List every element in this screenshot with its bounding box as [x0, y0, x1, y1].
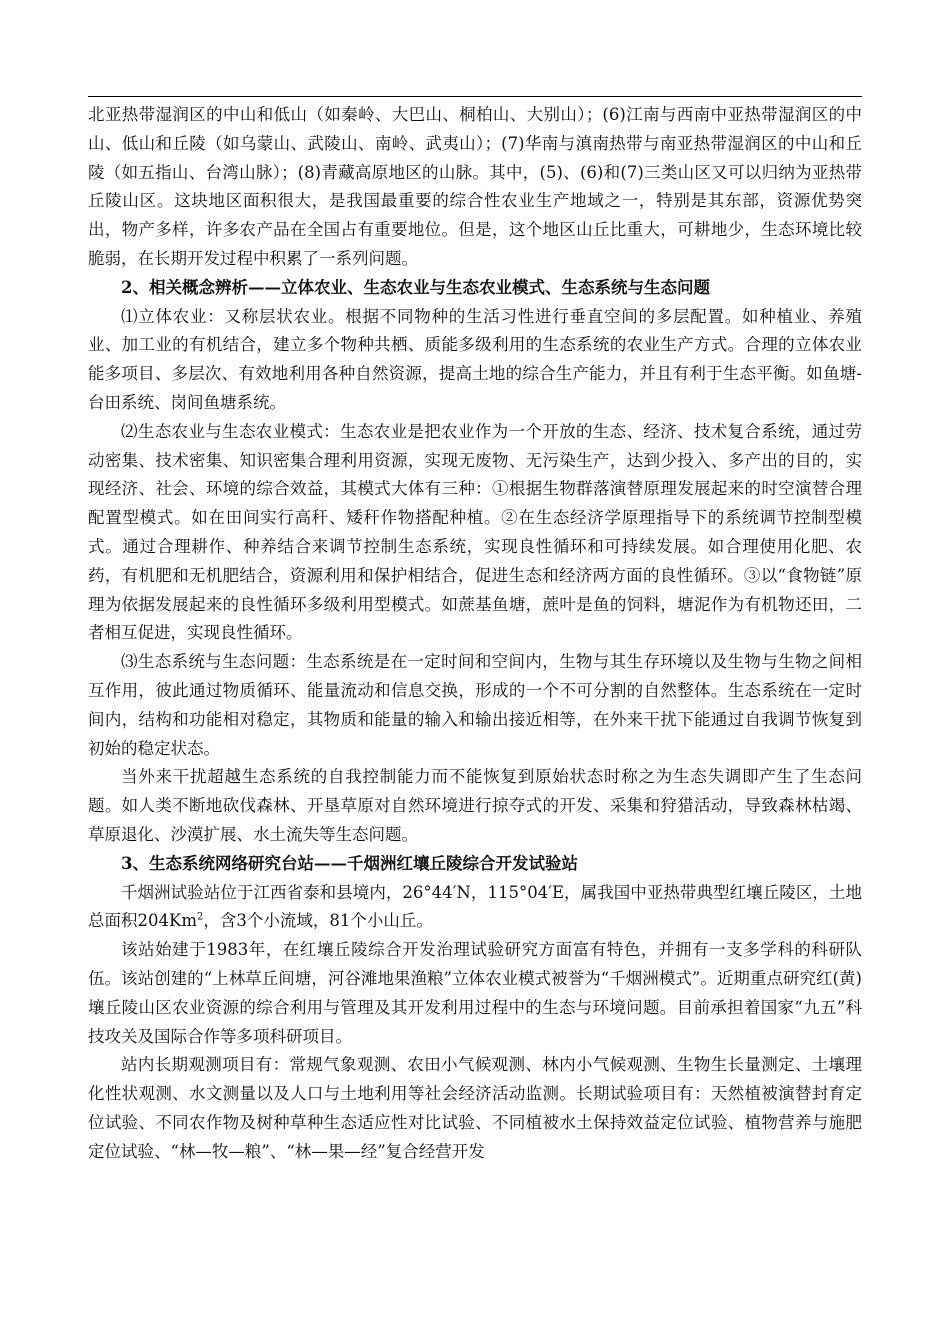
paragraph-mountain-regions: 北亚热带湿润区的中山和低山（如秦岭、大巴山、桐柏山、大别山）；(6)江南与西南中亚热带湿润区的中山、低山和丘陵（如乌蒙山、武陵山、南岭、武夷山）；(7)华南与滇南热带与南亚热带湿润区的中山和丘陵（如五指山、台湾山脉）；(8)青藏高原地区的山脉。其中，(5)、(6)和(7)三类山区又可以归纳为亚热带丘陵山区。这块地区面积很大，是我国最重要的综合性农业生产地域之一，特别是其东部，资源优势突出，物产多样，许多农产品在全国占有重要地位。但是，这个地区山丘比重大，可耕地少，生态环境比较脆弱，在长期开发过程中积累了一系列问题。 [88, 105, 862, 268]
section-heading-station: 3、生态系统网络研究台站——千烟洲红壤丘陵综合开发试验站 [121, 853, 578, 873]
document-body [88, 101, 862, 1166]
paragraph-station-projects: 站内长期观测项目有：常规气象观测、农田小气候观测、林内小气候观测、生物生长量测定、土壤理化性状观测、水文测量以及人口与土地利用等社会经济活动监测。长期试验项目有：天然植被演替封育定位试验、不同农作物及树种草种生态适应性对比试验、不同植被水土保持效益定位试验、植物营养与施肥定位试验、“林—牧—粮”、“林—果—经”复合经营开发 [88, 1055, 862, 1161]
section-heading-concepts: 2、相关概念辨析——立体农业、生态农业与生态农业模式、生态系统与生态问题 [121, 277, 710, 297]
station-location-text: 千烟洲试验站位于江西省泰和县境内，26°44′N，115°04′E，属我国中亚热带典型红壤丘陵区，土地总面积204Km [88, 882, 862, 931]
paragraph-station-history: 该站始建于1983年，在红壤丘陵综合开发治理试验研究方面富有特色，并拥有一支多学科的科研队伍。该站创建的“上林草丘间塘，河谷滩地果渔粮”立体农业模式被誉为“千烟洲模式”。近期重点研究红(黄)壤丘陵山区农业资源的综合利用与管理及其开发利用过程中的生态与环境问题。目前承担着国家“九五”科技攻关及国际合作等多项科研项目。 [88, 940, 862, 1046]
station-location-text-end: ，含3个小流域，81个小山丘。 [203, 911, 433, 931]
area-unit-superscript: 2 [196, 911, 204, 923]
paragraph-stereo-agriculture: ⑴立体农业：又称层状农业。根据不同物种的生活习性进行垂直空间的多层配置。如种植业、养殖业、加工业的有机结合，建立多个物种共栖、质能多级利用的生态系统的农业生产方式。合理的立体农业能多项目、多层次、有效地利用各种自然资源，提高土地的综合生产能力，并且有利于生态平衡。如鱼塘-台田系统、岗间鱼塘系统。 [88, 306, 862, 412]
paragraph-ecological-problems: 当外来干扰超越生态系统的自我控制能力而不能恢复到原始状态时称之为生态失调即产生了生态问题。如人类不断地砍伐森林、开垦草原对自然环境进行掠夺式的开发、采集和狩猎活动，导致森林枯竭、草原退化、沙漠扩展、水土流失等生态问题。 [88, 767, 862, 844]
header-rule [88, 96, 862, 97]
paragraph-ecosystem: ⑶生态系统与生态问题：生态系统是在一定时间和空间内，生物与其生存环境以及生物与生物之间相互作用，彼此通过物质循环、能量流动和信息交换，形成的一个不可分割的自然整体。生态系统在一定时间内，结构和功能相对稳定，其物质和能量的输入和输出接近相等，在外来干扰下能通过自我调节恢复到初始的稳定状态。 [88, 652, 862, 758]
document-page [88, 0, 862, 1342]
paragraph-eco-agriculture: ⑵生态农业与生态农业模式：生态农业是把农业作为一个开放的生态、经济、技术复合系统，通过劳动密集、技术密集、知识密集合理利用资源，实现无废物、无污染生产，达到少投入、多产出的目的，实现经济、社会、环境的综合效益，其模式大体有三种：①根据生物群落演替原理发展起来的时空演替合理配置型模式。如在田间实行高秆、矮秆作物搭配种植。②在生态经济学原理指导下的系统调节控制型模式。通过合理耕作、种养结合来调节控制生态系统，实现良性循环和可持续发展。如合理使用化肥、农药，有机肥和无机肥结合，资源利用和保护相结合，促进生态和经济两方面的良性循环。③以“食物链”原理为依据发展起来的良性循环多级利用型模式。如蔗基鱼塘，蔗叶是鱼的饲料，塘泥作为有机物还田，二者相互促进，实现良性循环。 [88, 421, 862, 643]
paragraph-station-location [88, 879, 862, 937]
